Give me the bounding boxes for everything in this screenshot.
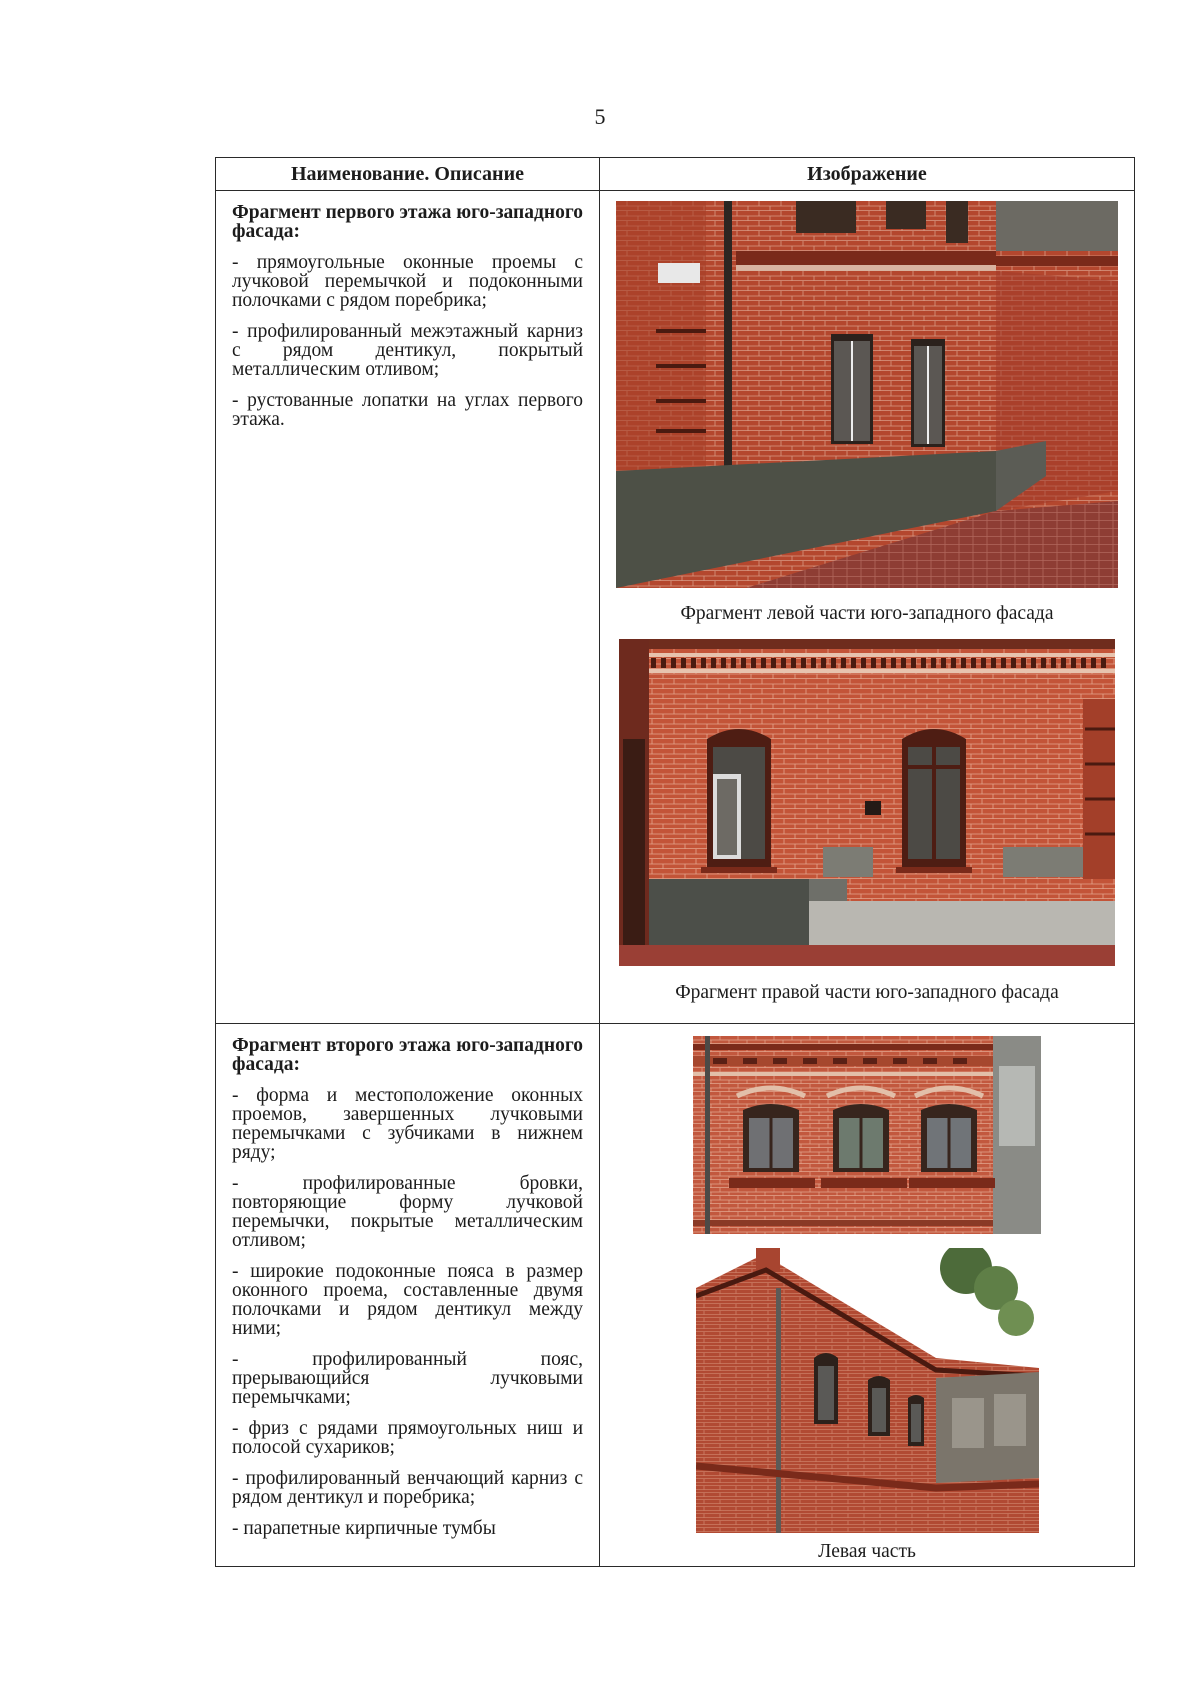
dentil-detail	[981, 658, 986, 668]
table-row	[216, 191, 1135, 1024]
dentil-detail	[851, 658, 856, 668]
dentil-detail	[701, 658, 706, 668]
image-cell	[600, 191, 1135, 1024]
dentil-detail	[931, 658, 936, 668]
facade-right-photo	[619, 639, 1115, 966]
fragment-title: Фрагмент первого этажа юго-западного фасада:	[232, 202, 583, 242]
description-item: - профилированный пояс, прерывающийся лучковыми перемычками;	[232, 1349, 583, 1408]
description-item: - рустованные лопатки на углах первого этажа.	[232, 390, 583, 430]
dentil-detail	[801, 658, 806, 668]
dentil-detail	[691, 658, 696, 668]
description-item: - прямоугольные оконные проемы с лучковой перемычкой и подоконными полочками с рядом поребрика;	[232, 252, 583, 311]
dentil-detail	[771, 658, 776, 668]
dentil-detail	[681, 658, 686, 668]
dentil-detail	[1011, 658, 1016, 668]
table-row	[216, 1024, 1135, 1567]
dentil-detail	[1021, 658, 1026, 668]
dentil-detail	[921, 658, 926, 668]
description-item: - фриз с рядами прямоугольных ниш и полосой сухариков;	[232, 1418, 583, 1458]
dentil-detail	[741, 658, 746, 668]
dentil-detail	[881, 658, 886, 668]
dentil-detail	[1091, 658, 1096, 668]
header-image: Изображение	[600, 158, 1135, 191]
dentil-detail	[781, 658, 786, 668]
dentil-detail	[1041, 658, 1046, 668]
dentil-detail	[1071, 658, 1076, 668]
left-part-photo	[696, 1248, 1039, 1533]
dentil-detail	[811, 658, 816, 668]
dentil-detail	[671, 658, 676, 668]
description-cell	[216, 1024, 600, 1567]
dentil-detail	[731, 658, 736, 668]
dentil-detail	[901, 658, 906, 668]
description-item: - форма и местоположение оконных проемов, завершенных лучковыми перемычками с зубчиками в нижнем ряду;	[232, 1085, 583, 1163]
dentil-detail	[971, 658, 976, 668]
dentil-detail	[661, 658, 666, 668]
dentil-detail	[961, 658, 966, 668]
dentil-detail	[871, 658, 876, 668]
dentil-detail	[841, 658, 846, 668]
dentil-detail	[821, 658, 826, 668]
description-item: - парапетные кирпичные тумбы	[232, 1518, 496, 1539]
dentil-detail	[761, 658, 766, 668]
dentil-detail	[831, 658, 836, 668]
table-header-row	[216, 158, 1135, 191]
dentil-detail	[951, 658, 956, 668]
dentil-detail	[711, 658, 716, 668]
dentil-detail	[891, 658, 896, 668]
image-cell	[600, 1024, 1135, 1567]
photo-caption: Фрагмент левой части юго-западного фасада	[680, 603, 1054, 624]
dentil-detail	[911, 658, 916, 668]
description-item: - профилированный межэтажный карниз с рядом дентикул, покрытый металлическим отливом;	[232, 321, 583, 380]
dentil-detail	[651, 658, 656, 668]
photo-caption: Фрагмент правой части юго-западного фасада	[675, 982, 1059, 1003]
page-number: 5	[594, 104, 606, 129]
description-item: - профилированный венчающий карниз с рядом дентикул и поребрика;	[232, 1468, 583, 1508]
description-cell	[216, 191, 600, 1024]
dentil-detail	[991, 658, 996, 668]
dentil-detail	[751, 658, 756, 668]
header-description: Наименование. Описание	[216, 158, 600, 191]
description-item: - профилированные бровки, повторяющие форму лучковой перемычки, покрытые металлическим отливом;	[232, 1173, 583, 1251]
dentil-detail	[941, 658, 946, 668]
dentil-detail	[1101, 658, 1106, 668]
facade-left-photo	[616, 201, 1118, 588]
description-item: - широкие подоконные пояса в размер оконного проема, составленные двумя полочками и рядом дентикул между ними;	[232, 1261, 583, 1339]
dentil-detail	[1051, 658, 1056, 668]
dentil-detail	[1001, 658, 1006, 668]
dentil-detail	[1061, 658, 1066, 668]
dentil-detail	[1031, 658, 1036, 668]
dentil-detail	[1081, 658, 1086, 668]
dentil-detail	[721, 658, 726, 668]
dentil-detail	[791, 658, 796, 668]
fragment-title: Фрагмент второго этажа юго-западного фасада:	[232, 1035, 583, 1075]
photo-caption: Левая часть	[818, 1541, 916, 1562]
dentil-detail	[861, 658, 866, 668]
second-floor-photo	[693, 1036, 1041, 1234]
description-table	[215, 157, 1135, 1567]
